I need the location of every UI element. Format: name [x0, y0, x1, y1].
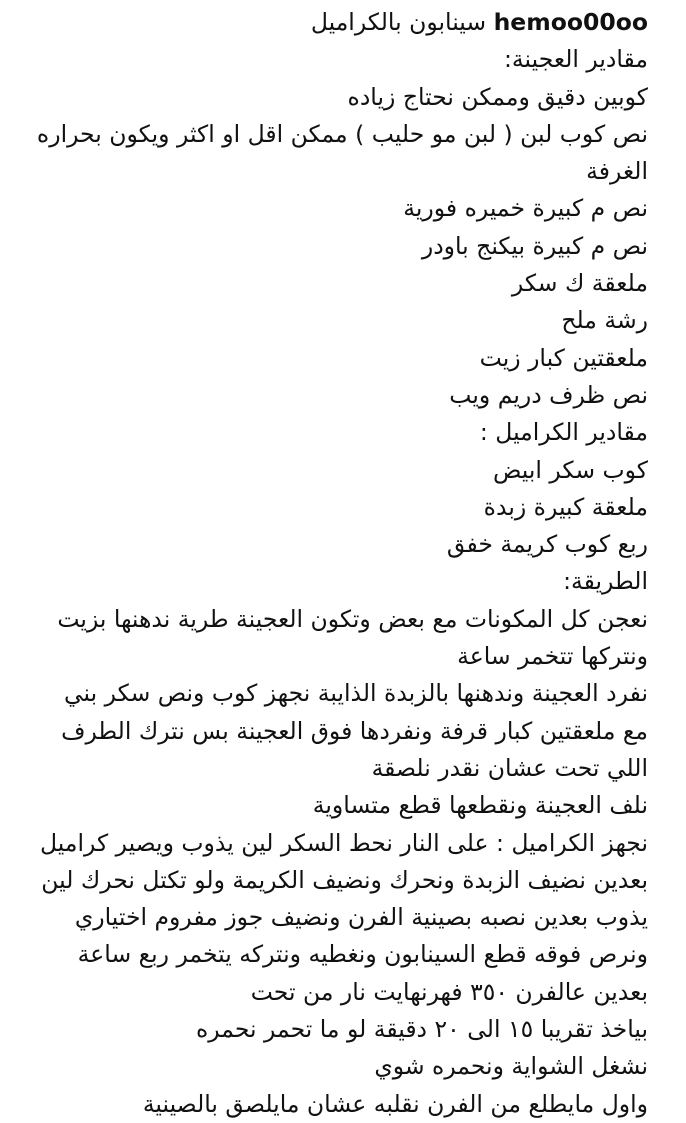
- username[interactable]: hemoo00oo: [493, 8, 648, 36]
- caption-line: نص م كبيرة خميره فورية: [403, 194, 648, 223]
- caption-header: [10, 4, 648, 41]
- recipe-title: سينابون بالكراميل: [310, 8, 487, 36]
- caption-line: مقادير العجينة:: [504, 45, 648, 74]
- caption-line: مقادير الكراميل :: [479, 418, 648, 447]
- caption-line: ملعقة ك سكر: [511, 269, 648, 298]
- caption-line: بياخذ تقريبا ١٥ الى ٢٠ دقيقة لو ما تحمر نحمره: [195, 1015, 648, 1044]
- caption-line: اللي تحت عشان نقدر نلصقة: [371, 753, 648, 782]
- caption-line: الغرفة: [586, 157, 648, 186]
- caption-line: نلف العجينة ونقطعها قطع متساوية: [312, 791, 648, 820]
- caption-line: مع ملعقتين كبار قرفة ونفردها فوق العجينة بس نترك الطرف: [61, 716, 648, 745]
- caption-line: بعدين نضيف الزبدة ونحرك ونضيف الكريمة ولو تكتل نحرك لين: [41, 865, 648, 894]
- caption-line: نجهز الكراميل : على النار نحط السكر لين يذوب ويصير كراميل: [39, 828, 648, 857]
- caption-line: نص ظرف دريم ويب: [449, 380, 648, 409]
- caption-line: يذوب بعدين نصبه بصينية الفرن ونضيف جوز مفروم اختياري: [74, 903, 648, 932]
- caption-line: بعدين عالفرن ٣٥٠ فهرنهايت نار من تحت: [250, 977, 648, 1006]
- caption-line: نفرد العجينة وندهنها بالزبدة الذايبة نجهز كوب ونص سكر بني: [63, 679, 648, 708]
- caption-line: ملعقتين كبار زيت: [479, 343, 648, 372]
- caption-line: نشغل الشواية ونحمره شوي: [374, 1052, 648, 1081]
- caption-line: كوبين دقيق وممكن نحتاج زياده: [347, 82, 648, 111]
- caption-line: ملعقة كبيرة زبدة: [483, 492, 648, 521]
- caption-line: ونتركها تتخمر ساعة: [457, 642, 648, 671]
- caption-line: واول مايطلع من الفرن نقلبه عشان مايلصق بالصينية: [142, 1089, 648, 1118]
- caption-line: نص كوب لبن ( لبن مو حليب ) ممكن اقل او اكثر ويكون بحراره: [36, 119, 648, 148]
- caption-line: الطريقة:: [563, 567, 648, 596]
- caption-line: ربع كوب كريمة خفق: [446, 530, 648, 559]
- caption-line: رشة ملح: [561, 306, 648, 335]
- caption-line: ونرص فوقه قطع السينابون ونغطيه ونتركه يتخمر ربع ساعة: [77, 940, 648, 969]
- caption-line: كوب سكر ابيض: [493, 455, 648, 484]
- caption-line: نص م كبيرة بيكنج باودر: [421, 231, 648, 260]
- caption-line: نعجن كل المكونات مع بعض وتكون العجينة طرية ندهنها بزيت: [57, 604, 648, 633]
